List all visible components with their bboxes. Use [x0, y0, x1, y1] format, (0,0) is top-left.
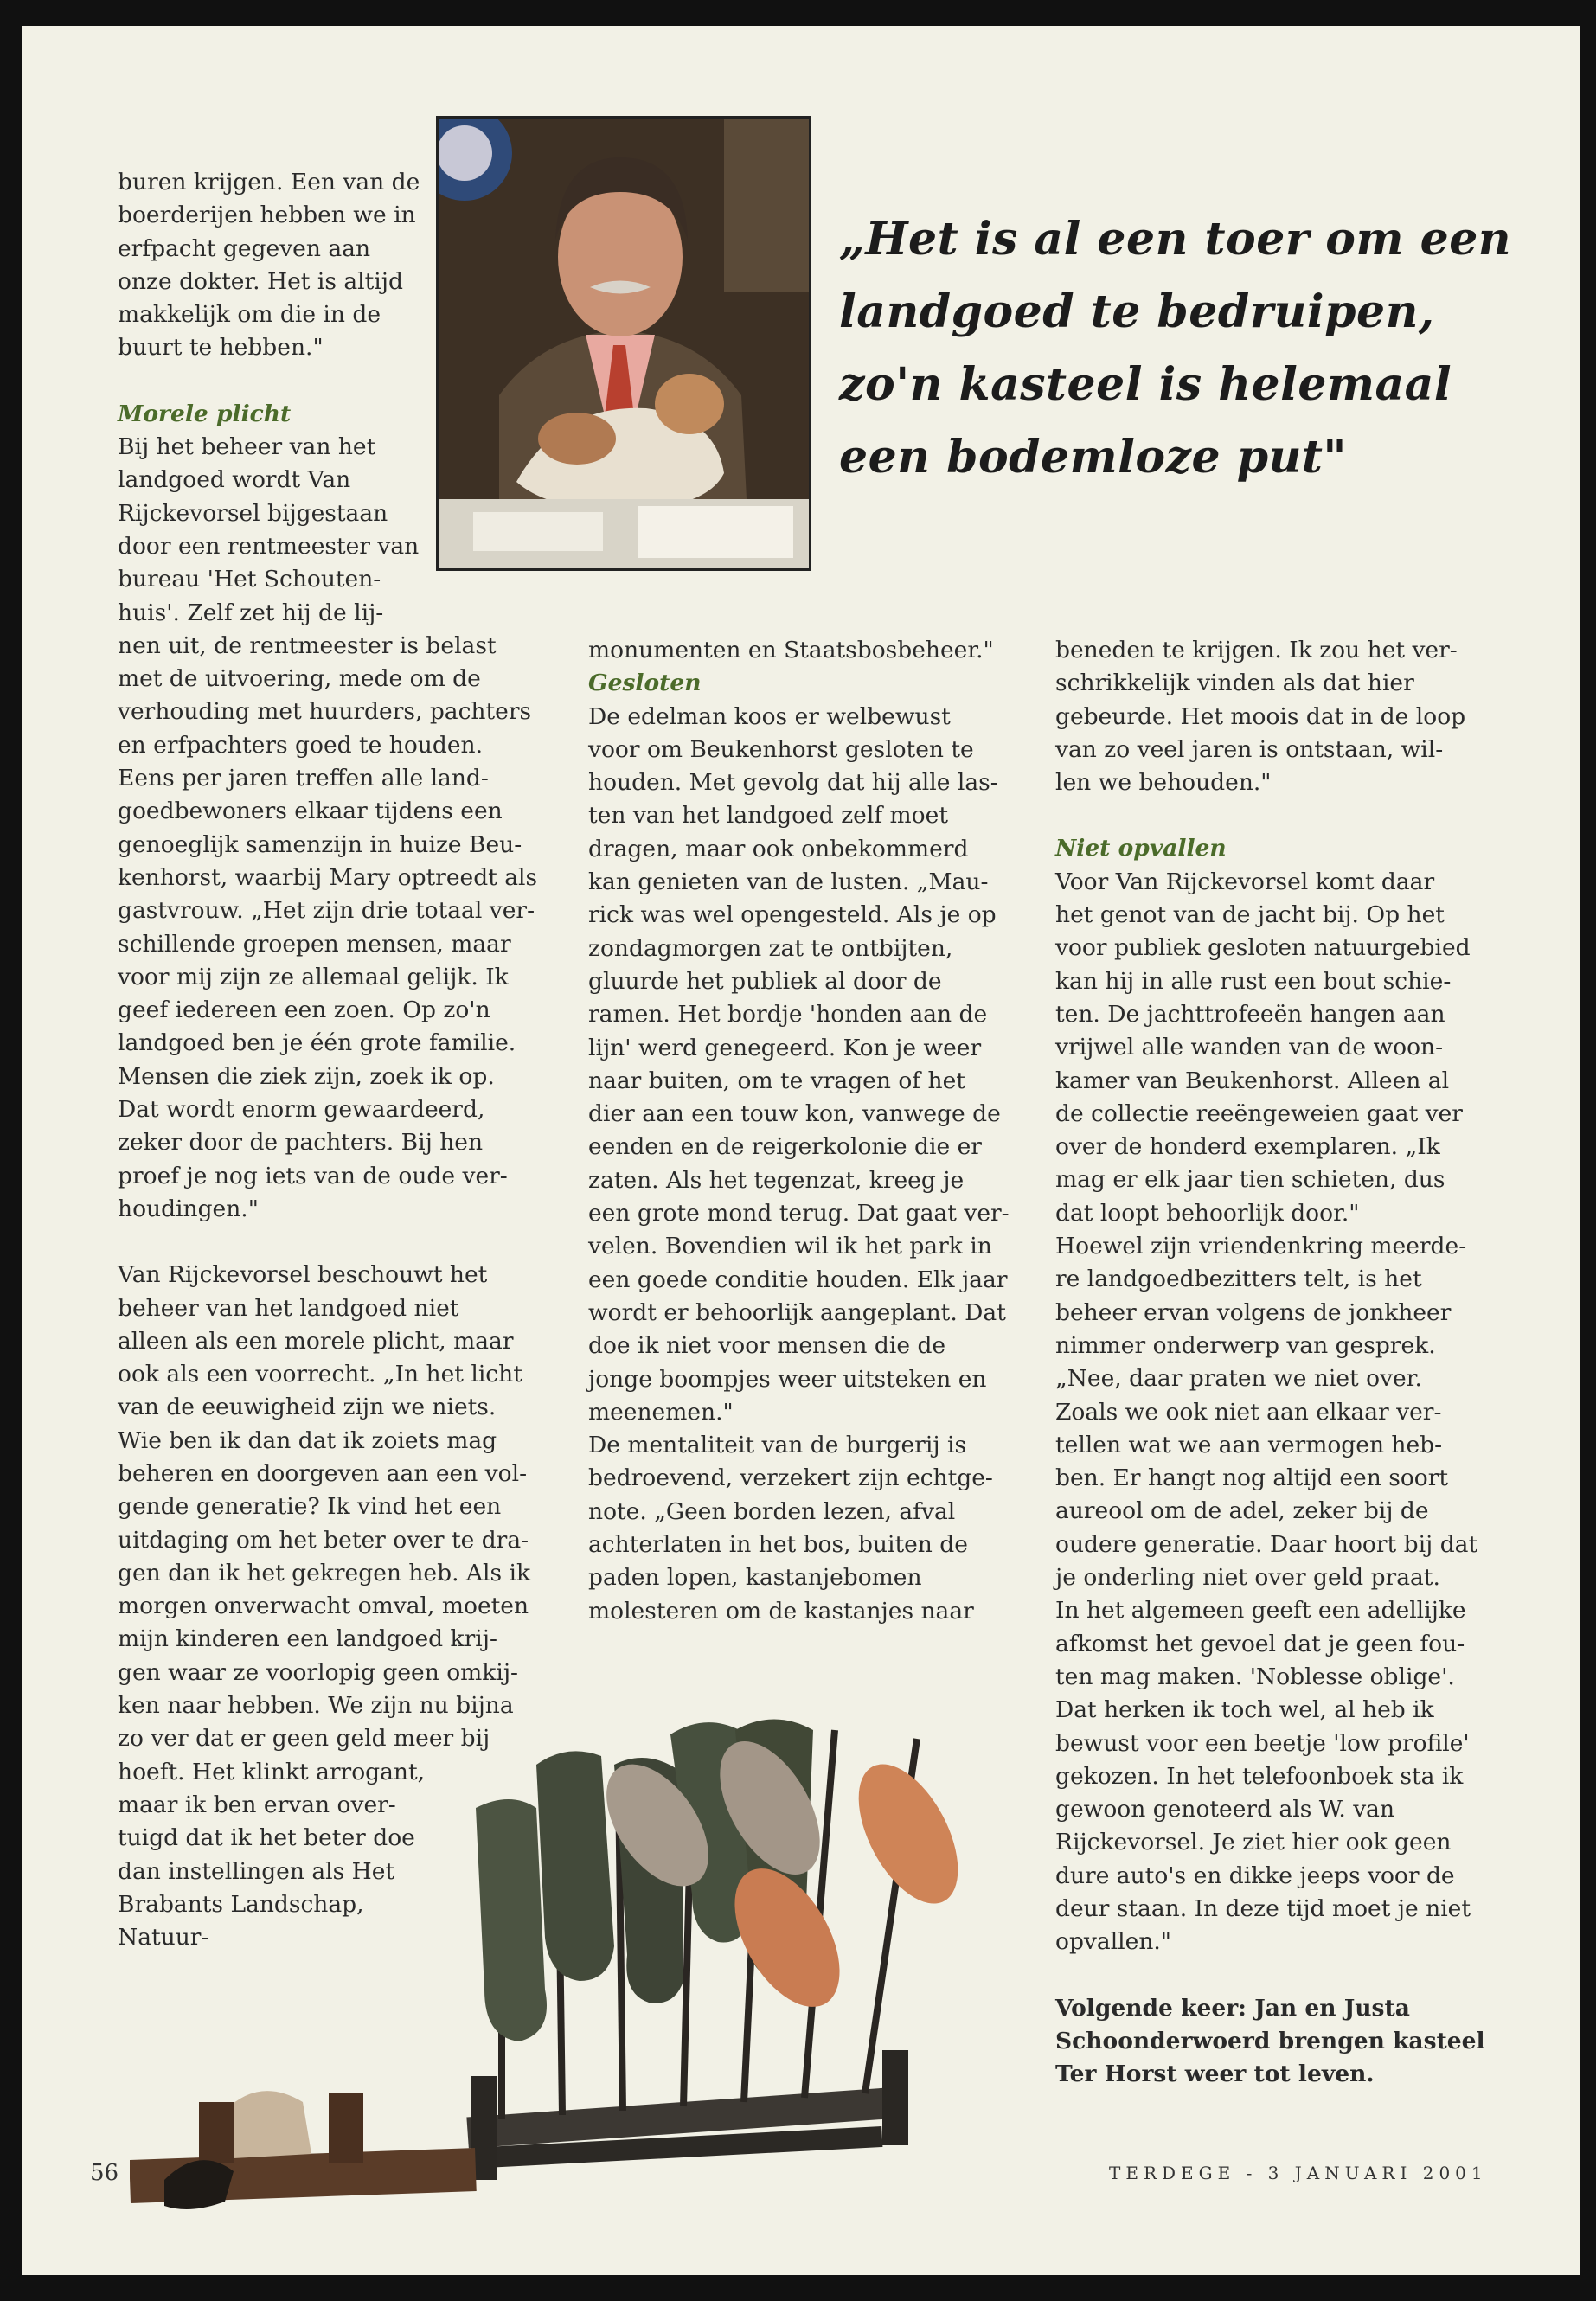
text-line: schrikkelijk vinden als dat hier	[1055, 670, 1414, 697]
text-line: Natuur-	[118, 1924, 209, 1952]
text-line: gluurde het publiek al door de	[588, 967, 942, 995]
text-line: uitdaging om het beter over te dra-	[118, 1526, 529, 1554]
text-line: meenemen."	[588, 1398, 734, 1426]
col2-paragraph-2	[588, 701, 1021, 1628]
text-line: kan hij in alle rust een bout schie-	[1055, 967, 1452, 995]
text-line: De edelman koos er welbewust	[588, 702, 951, 730]
text-line: en erfpachters goed te houden.	[118, 731, 483, 759]
desk-paper-sheet	[473, 512, 603, 551]
page-number: 56	[90, 2160, 119, 2186]
next-issue-note	[1055, 1992, 1505, 2092]
text-line: nimmer onderwerp van gesprek.	[1055, 1331, 1436, 1359]
text-line: Hoewel zijn vriendenkring meerde-	[1055, 1233, 1467, 1260]
text-line: beheer ervan volgens de jonkheer	[1055, 1298, 1452, 1326]
section-heading-niet-opvallen: Niet opvallen	[1055, 835, 1227, 862]
text-line: deur staan. In deze tijd moet je niet	[1055, 1894, 1471, 1922]
text-line: beheer van het landgoed niet	[118, 1294, 459, 1322]
text-line: Eens per jaren treffen alle land-	[118, 765, 489, 792]
boot-brush-holder	[199, 2102, 234, 2163]
text-line: een goede conditie houden. Elk jaar	[588, 1266, 1008, 1293]
text-line: Dat herken ik toch wel, al heb ik	[1055, 1696, 1434, 1724]
text-line: afkomst het gevoel dat je geen fou-	[1055, 1630, 1465, 1657]
text-line: met de uitvoering, mede om de	[118, 665, 481, 693]
text-line: velen. Bovendien wil ik het park in	[588, 1233, 992, 1260]
text-line: bureau 'Het Schouten-	[118, 566, 381, 593]
rack-leg	[882, 2050, 908, 2145]
text-line: kamer van Beukenhorst. Alleen al	[1055, 1067, 1450, 1094]
pull-quote	[839, 203, 1514, 494]
quote-line: „Het is al een toer om een	[839, 213, 1512, 266]
text-line: jonge boompjes weer uitsteken en	[588, 1365, 987, 1393]
text-line: re landgoedbezitters telt, is het	[1055, 1266, 1422, 1293]
text-line: ten mag maken. 'Noblesse oblige'.	[1055, 1663, 1455, 1690]
text-line: alleen als een morele plicht, maar	[118, 1327, 514, 1355]
text-line: molesteren om de kastanjes naar	[588, 1597, 974, 1625]
text-line: houden. Met gevolg dat hij alle las-	[588, 769, 998, 797]
text-line: note. „Geen borden lezen, afval	[588, 1497, 956, 1525]
text-line: len we behouden."	[1055, 769, 1272, 797]
text-line: doe ik niet voor mensen die de	[588, 1332, 946, 1360]
boot	[476, 1799, 547, 2041]
quote-line: zo'n kasteel is helemaal	[839, 358, 1452, 411]
text-line: bedroevend, verzekert zijn echtge-	[588, 1465, 993, 1492]
text-line: kenhorst, waarbij Mary optreedt als	[118, 863, 538, 891]
text-line: proef je nog iets van de oude ver-	[118, 1162, 508, 1189]
text-line: wordt er behoorlijk aangeplant. Dat	[588, 1298, 1006, 1326]
portrait-photo	[436, 116, 811, 571]
text-line: Voor Van Rijckevorsel komt daar	[1055, 868, 1435, 895]
text-line: landgoed wordt Van	[118, 466, 351, 494]
text-line: dier aan een touw kon, vanwege de	[588, 1100, 1001, 1128]
text-line: voor publiek gesloten natuurgebied	[1055, 934, 1471, 962]
text-line: hoeft. Het klinkt arrogant,	[118, 1758, 426, 1785]
text-line: door een rentmeester van	[118, 532, 420, 560]
text-line: dragen, maar ook onbekommerd	[588, 835, 969, 862]
text-line: gebeurde. Het moois dat in de loop	[1055, 702, 1466, 730]
text-line: In het algemeen geeft een adellijke	[1055, 1597, 1466, 1625]
text-line: zondagmorgen zat te ontbijten,	[588, 934, 953, 962]
text-line: Volgende keer: Jan en Justa	[1055, 1994, 1410, 2022]
text-line: Rijckevorsel. Je ziet hier ook geen	[1055, 1829, 1452, 1856]
text-line: buurt te hebben."	[118, 334, 324, 362]
text-line: dat loopt behoorlijk door."	[1055, 1199, 1360, 1227]
text-line: naar buiten, om te vragen of het	[588, 1067, 965, 1094]
text-line: verhouding met huurders, pachters	[118, 698, 532, 726]
text-line: Ter Horst weer tot leven.	[1055, 2061, 1375, 2088]
text-line: vrijwel alle wanden van de woon-	[1055, 1034, 1444, 1061]
text-line: kan genieten van de lusten. „Mau-	[588, 868, 989, 896]
text-line: voor mij zijn ze allemaal gelijk. Ik	[118, 963, 509, 990]
text-line: mag er elk jaar tien schieten, dus	[1055, 1166, 1445, 1194]
text-line: bewust voor een beetje 'low profile'	[1055, 1729, 1470, 1757]
boot-brush	[225, 2091, 311, 2158]
text-line: boerderijen hebben we in	[118, 202, 416, 229]
photo-wall-panel	[724, 119, 809, 292]
section-heading-gesloten: Gesloten	[588, 670, 702, 697]
text-line: Wie ben ik dan dat ik zoiets mag	[118, 1426, 497, 1454]
text-line: Van Rijckevorsel beschouwt het	[118, 1261, 488, 1289]
text-line: over de honderd exemplaren. „Ik	[1055, 1133, 1440, 1161]
text-line: nen uit, de rentmeester is belast	[118, 631, 497, 659]
portrait-illustration	[439, 119, 809, 568]
col3-paragraph-2	[1055, 866, 1505, 1959]
boot-brush-holder	[329, 2093, 363, 2163]
text-line: beheren en doorgeven aan een vol-	[118, 1459, 528, 1487]
text-line: van zo veel jaren is ontstaan, wil-	[1055, 735, 1444, 763]
text-line: genoeglijk samenzijn in huize Beu-	[118, 830, 522, 858]
text-line: het genot van de jacht bij. Op het	[1055, 901, 1445, 929]
text-line: beneden te krijgen. Ik zou het ver-	[1055, 637, 1458, 663]
text-line: Mensen die ziek zijn, zoek ik op.	[118, 1062, 495, 1090]
column-2	[588, 634, 1021, 1628]
text-line: Zoals we ook niet aan elkaar ver-	[1055, 1398, 1442, 1426]
text-line: erfpacht gegeven aan	[118, 234, 371, 262]
text-line: buren krijgen. Een van de	[118, 169, 420, 195]
text-line: maar ik ben ervan over-	[118, 1791, 396, 1818]
text-line: voor om Beukenhorst gesloten te	[588, 735, 974, 763]
text-line: lijn' werd genegeerd. Kon je weer	[588, 1034, 982, 1061]
column-3	[1055, 634, 1505, 2091]
text-line: houdingen."	[118, 1195, 259, 1222]
text-line: ken naar hebben. We zijn nu bijna	[118, 1692, 514, 1720]
text-line: een grote mond terug. Dat gaat ver-	[588, 1200, 1010, 1227]
text-line: huis'. Zelf zet hij de lij-	[118, 599, 384, 626]
text-line: goedbewoners elkaar tijdens een	[118, 798, 503, 825]
text-line: geef iedereen een zoen. Op zo'n	[118, 997, 490, 1024]
text-line: gastvrouw. „Het zijn drie totaal ver-	[118, 897, 535, 925]
text-line: achterlaten in het bos, buiten de	[588, 1531, 968, 1559]
text-line: makkelijk om die in de	[118, 301, 381, 329]
footer-issue: TERDEGE - 3 JANUARI 2001	[1109, 2163, 1488, 2183]
boot	[536, 1751, 614, 1981]
col3-intro	[1055, 634, 1505, 799]
text-line: opvallen."	[1055, 1928, 1172, 1956]
text-line: ten. De jachttrofeeën hangen aan	[1055, 1000, 1445, 1028]
text-line: De mentaliteit van de burgerij is	[588, 1432, 967, 1459]
text-line: je onderling niet over geld praat.	[1055, 1564, 1440, 1592]
text-line: paden lopen, kastanjebomen	[588, 1564, 922, 1592]
text-line: ten van het landgoed zelf moet	[588, 802, 948, 830]
dog-head	[655, 374, 724, 434]
text-line: de collectie reeëngeweien gaat ver	[1055, 1099, 1463, 1127]
text-line: Bij het beheer van het	[118, 433, 376, 461]
text-line: rick was wel opengesteld. Als je op	[588, 901, 997, 929]
text-line: tuigd dat ik het beter doe	[118, 1824, 415, 1852]
text-line: dure auto's en dikke jeeps voor de	[1055, 1862, 1455, 1889]
text-line: aureool om de adel, zeker bij de	[1055, 1497, 1429, 1525]
text-line: gewoon genoteerd als W. van	[1055, 1796, 1395, 1823]
boots-rack-photo	[130, 1695, 1055, 2214]
text-line: mijn kinderen een landgoed krij-	[118, 1625, 497, 1653]
text-line: tellen wat we aan vermogen heb-	[1055, 1431, 1443, 1458]
quote-line: landgoed te bedruipen,	[839, 285, 1435, 338]
text-line: gen dan ik het gekregen heb. Als ik	[118, 1559, 531, 1586]
text-line: zaten. Als het tegenzat, kreeg je	[588, 1166, 965, 1194]
text-line: „Nee, daar praten we niet over.	[1055, 1365, 1422, 1393]
text-line: schillende groepen mensen, maar	[118, 930, 511, 958]
text-line: zo ver dat er geen geld meer bij	[118, 1725, 490, 1753]
text-line: landgoed ben je één grote familie.	[118, 1029, 516, 1057]
text-line: Rijckevorsel bijgestaan	[118, 499, 388, 527]
text-line: van de eeuwigheid zijn we niets.	[118, 1394, 497, 1421]
text-line: morgen onverwacht omval, moeten	[118, 1593, 529, 1620]
desk-paper-sheet	[638, 506, 793, 558]
text-line: Dat wordt enorm gewaardeerd,	[118, 1096, 485, 1124]
text-line: gekozen. In het telefoonboek sta ik	[1055, 1762, 1464, 1790]
text-line: eenden en de reigerkolonie die er	[588, 1133, 982, 1161]
text-line: ramen. Het bordje 'honden aan de	[588, 1001, 988, 1029]
text-line: dan instellingen als Het	[118, 1857, 395, 1885]
text-line: ben. Er hangt nog altijd een soort	[1055, 1465, 1449, 1492]
text-line: gende generatie? Ik vind het een	[118, 1493, 502, 1521]
text-line: gen waar ze voorlopig geen omkij-	[118, 1658, 518, 1686]
text-line: oudere generatie. Daar hoort bij dat	[1055, 1530, 1478, 1558]
text-line: monumenten en Staatsbosbeheer."	[588, 637, 994, 663]
text-line: onze dokter. Het is altijd	[118, 267, 403, 295]
text-line: ook als een voorrecht. „In het licht	[118, 1361, 522, 1388]
text-line: zeker door de pachters. Bij hen	[118, 1129, 484, 1157]
text-line: Schoonderwoerd brengen kasteel	[1055, 2027, 1485, 2054]
quote-line: een bodemloze put"	[839, 431, 1348, 484]
text-line: Brabants Landschap,	[118, 1890, 364, 1918]
dog-patch	[538, 413, 616, 465]
delft-plate-center	[439, 125, 492, 181]
section-heading-morele-plicht: Morele plicht	[118, 400, 292, 427]
